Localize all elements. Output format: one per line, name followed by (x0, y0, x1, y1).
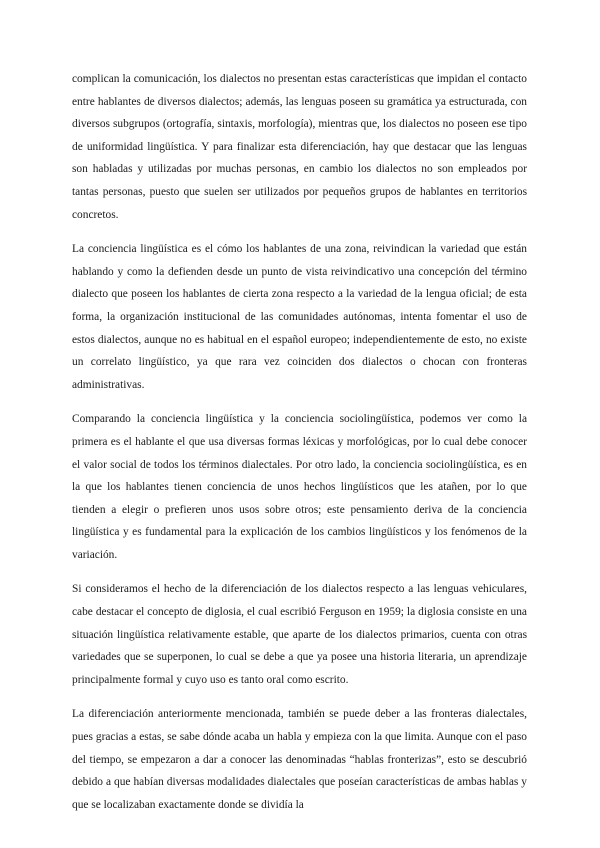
paragraph-3: Comparando la conciencia lingüística y la conciencia sociolingüística, podemos ver como la primera es el hablante el que usa diversas formas léxicas y morfológicas, por lo cual debe conocer el valor social de todos los términos dialectales. Por otro lado, la conciencia sociolingüística, es en la que los hablantes tienen conciencia de unos hechos lingüísticos que les atañen, por lo que tienden a elegir o prefieren unos usos sobre otros; este pensamiento deriva de la conciencia lingüística y es fundamental para la explicación de los cambios lingüísticos y los fenómenos de la variación. (72, 413, 527, 561)
paragraph-2: La conciencia lingüística es el cómo los hablantes de una zona, reivindican la variedad que están hablando y como la defienden desde un punto de vista reivindicativo una concepción del término dialecto que poseen los hablantes de cierta zona respecto a la variedad de la lengua oficial; de esta forma, la organización institucional de las comunidades autónomas, intenta fomentar el uso de estos dialectos, aunque no es habitual en el español europeo; independientemente de esto, no existe un correlato lingüístico, ya que rara vez coinciden dos dialectos o chocan con fronteras administrativas. (72, 243, 527, 391)
paragraph-4: Si consideramos el hecho de la diferenciación de los dialectos respecto a las lenguas vehiculares, cabe destacar el concepto de diglosia, el cual escribió Ferguson en 1959; la diglosia consiste en una situación lingüística relativamente estable, que aparte de los dialectos primarios, cuenta con otras variedades que se superponen, lo cual se debe a que ya posee una historia literaria, un aprendizaje principalmente formal y cuyo uso es tanto oral como escrito. (72, 583, 527, 686)
paragraph-5: La diferenciación anteriormente mencionada, también se puede deber a las fronteras dialectales, pues gracias a estas, se sabe dónde acaba un habla y empieza con la que limita. Aunque con el paso del tiempo, se empezaron a dar a conocer las denominadas “hablas fronterizas”, esto se descubrió debido a que habían diversas modalidades dialectales que poseían características de ambas hablas y que se localizaban exactamente donde se dividía la (72, 708, 527, 811)
paragraph-1: complican la comunicación, los dialectos no presentan estas características que impidan el contacto entre hablantes de diversos dialectos; además, las lenguas poseen su gramática ya estructurada, con diversos subgrupos (ortografía, sintaxis, morfología), mientras que, los dialectos no poseen ese tipo de uniformidad lingüística. Y para finalizar esta diferenciación, hay que destacar que las lenguas son habladas y utilizadas por muchas personas, en cambio los dialectos no son empleados por tantas personas, puesto que suelen ser utilizados por pequeños grupos de hablantes en territorios concretos. (72, 73, 527, 221)
document-page (72, 68, 527, 828)
